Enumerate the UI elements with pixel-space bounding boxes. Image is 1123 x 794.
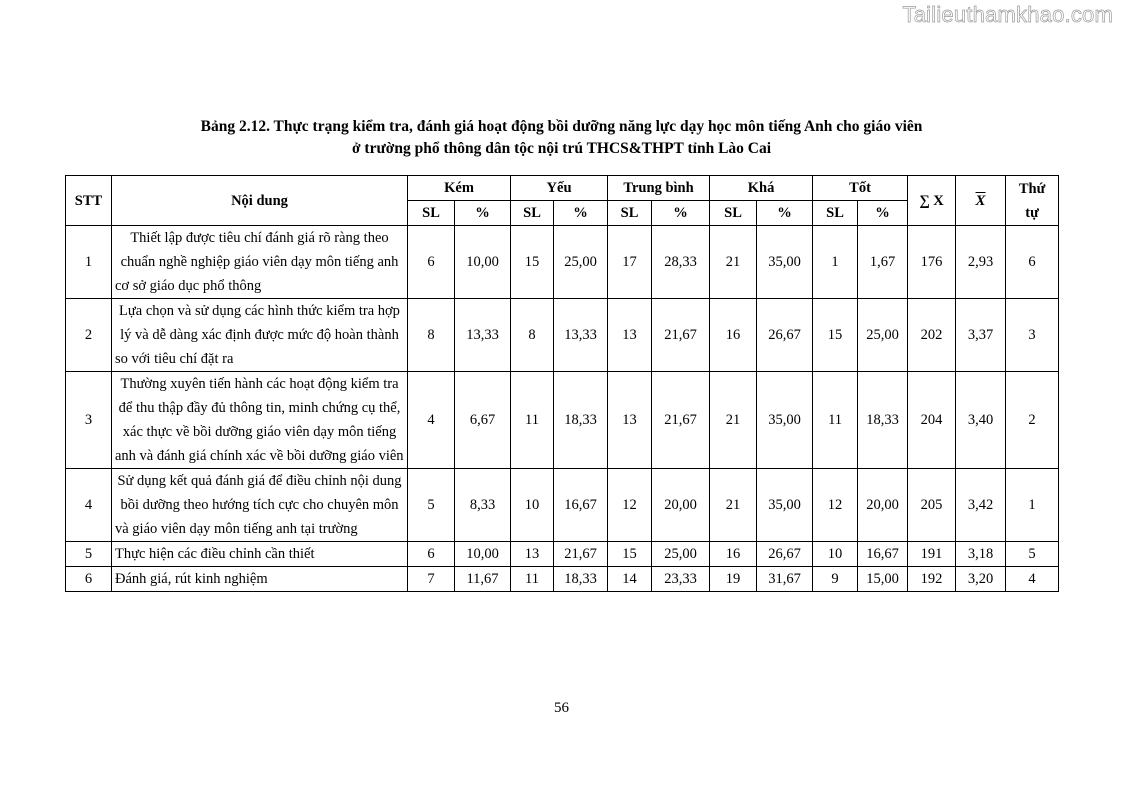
cell-sl: 8	[408, 299, 455, 372]
cell-stt: 3	[66, 372, 112, 469]
header-sum: ∑ X	[908, 176, 956, 226]
header-rank	[1006, 176, 1059, 226]
cell-pct: 35,00	[757, 469, 813, 542]
cell-pct: 13,33	[455, 299, 511, 372]
cell-pct: 13,33	[554, 299, 608, 372]
cell-sl: 8	[511, 299, 554, 372]
cell-sl: 15	[511, 226, 554, 299]
cell-pct: 6,67	[455, 372, 511, 469]
cell-sl: 9	[813, 567, 858, 592]
cell-sl: 4	[408, 372, 455, 469]
cell-stt: 6	[66, 567, 112, 592]
cell-sl: 10	[813, 542, 858, 567]
subheader-pct: %	[554, 201, 608, 226]
header-mean	[956, 176, 1006, 226]
cell-pct: 21,67	[652, 299, 710, 372]
cell-sl: 13	[608, 299, 652, 372]
cell-pct: 21,67	[554, 542, 608, 567]
cell-rank: 4	[1006, 567, 1059, 592]
cell-sl: 12	[608, 469, 652, 542]
cell-pct: 11,67	[455, 567, 511, 592]
cell-sum: 176	[908, 226, 956, 299]
cell-pct: 8,33	[455, 469, 511, 542]
cell-content: Sử dụng kết quả đánh giá để điều chỉnh nội dung bồi dưỡng theo hướng tích cực cho chuyên môn và giáo viên dạy môn tiếng anh tại trường	[112, 469, 408, 542]
cell-sl: 14	[608, 567, 652, 592]
cell-pct: 18,33	[858, 372, 908, 469]
table-row	[66, 469, 1059, 542]
cell-pct: 16,67	[858, 542, 908, 567]
header-rank-line-1: Thứ	[1018, 180, 1046, 197]
header-content: Nội dung	[112, 176, 408, 226]
caption-line-2: ở trường phổ thông dân tộc nội trú THCS&THPT tỉnh Lào Cai	[351, 140, 772, 157]
cell-pct: 10,00	[455, 542, 511, 567]
table-body	[66, 226, 1059, 592]
table-caption	[0, 116, 1123, 160]
table-row	[66, 226, 1059, 299]
cell-stt: 1	[66, 226, 112, 299]
cell-pct: 1,67	[858, 226, 908, 299]
cell-pct: 21,67	[652, 372, 710, 469]
cell-content: Lựa chọn và sử dụng các hình thức kiểm tra hợp lý và dễ dàng xác định được mức độ hoàn thành so với tiêu chí đặt ra	[112, 299, 408, 372]
watermark: Tailieuthamkhao.com	[902, 2, 1113, 27]
cell-sl: 11	[511, 372, 554, 469]
cell-sl: 11	[511, 567, 554, 592]
cell-pct: 20,00	[652, 469, 710, 542]
cell-sl: 16	[710, 299, 757, 372]
cell-pct: 26,67	[757, 542, 813, 567]
assessment-table	[65, 175, 1059, 592]
cell-stt: 2	[66, 299, 112, 372]
cell-pct: 35,00	[757, 372, 813, 469]
subheader-pct: %	[652, 201, 710, 226]
cell-rank: 1	[1006, 469, 1059, 542]
subheader-pct: %	[455, 201, 511, 226]
cell-stt: 4	[66, 469, 112, 542]
cell-pct: 25,00	[652, 542, 710, 567]
cell-stt: 5	[66, 542, 112, 567]
cell-sl: 13	[608, 372, 652, 469]
subheader-sl: SL	[813, 201, 858, 226]
cell-sum: 191	[908, 542, 956, 567]
cell-sum: 205	[908, 469, 956, 542]
header-row-1	[66, 176, 1059, 201]
cell-pct: 31,67	[757, 567, 813, 592]
cell-sl: 21	[710, 226, 757, 299]
header-group-kha: Khá	[710, 176, 813, 201]
cell-sl: 16	[710, 542, 757, 567]
cell-pct: 26,67	[757, 299, 813, 372]
mean-symbol: $\overline{X}$	[975, 192, 986, 209]
cell-sum: 192	[908, 567, 956, 592]
cell-sl: 13	[511, 542, 554, 567]
header-group-kem: Kém	[408, 176, 511, 201]
cell-pct: 15,00	[858, 567, 908, 592]
subheader-pct: %	[757, 201, 813, 226]
cell-sl: 17	[608, 226, 652, 299]
cell-sl: 21	[710, 469, 757, 542]
cell-sl: 10	[511, 469, 554, 542]
cell-sl: 15	[608, 542, 652, 567]
table-row	[66, 299, 1059, 372]
subheader-pct: %	[858, 201, 908, 226]
header-group-yeu: Yếu	[511, 176, 608, 201]
subheader-sl: SL	[608, 201, 652, 226]
header-stt: STT	[66, 176, 112, 226]
cell-mean: 3,20	[956, 567, 1006, 592]
cell-mean: 3,40	[956, 372, 1006, 469]
cell-sum: 204	[908, 372, 956, 469]
cell-content: Đánh giá, rút kinh nghiệm	[112, 567, 408, 592]
table-row	[66, 372, 1059, 469]
cell-pct: 35,00	[757, 226, 813, 299]
cell-pct: 18,33	[554, 372, 608, 469]
cell-sl: 11	[813, 372, 858, 469]
cell-content: Thực hiện các điều chỉnh cần thiết	[112, 542, 408, 567]
cell-pct: 18,33	[554, 567, 608, 592]
subheader-sl: SL	[408, 201, 455, 226]
header-group-trung-binh: Trung bình	[608, 176, 710, 201]
cell-rank: 5	[1006, 542, 1059, 567]
cell-sl: 5	[408, 469, 455, 542]
cell-sum: 202	[908, 299, 956, 372]
cell-sl: 6	[408, 542, 455, 567]
cell-mean: 3,37	[956, 299, 1006, 372]
cell-rank: 2	[1006, 372, 1059, 469]
cell-content: Thiết lập được tiêu chí đánh giá rõ ràng theo chuẩn nghề nghiệp giáo viên dạy môn tiếng anh cơ sở giáo dục phổ thông	[112, 226, 408, 299]
cell-mean: 3,18	[956, 542, 1006, 567]
cell-content: Thường xuyên tiến hành các hoạt động kiểm tra để thu thập đầy đủ thông tin, minh chứng cụ thể, xác thực về bồi dưỡng giáo viên dạy môn tiếng anh và đánh giá chính xác về bồi dưỡng giáo viên	[112, 372, 408, 469]
cell-pct: 16,67	[554, 469, 608, 542]
table-row	[66, 567, 1059, 592]
cell-mean: 3,42	[956, 469, 1006, 542]
subheader-sl: SL	[710, 201, 757, 226]
table-row	[66, 542, 1059, 567]
cell-pct: 25,00	[858, 299, 908, 372]
cell-mean: 2,93	[956, 226, 1006, 299]
caption-line-1: Bảng 2.12. Thực trạng kiểm tra, đánh giá hoạt động bồi dưỡng năng lực dạy học môn tiếng Anh cho giáo viên	[200, 118, 923, 135]
cell-sl: 19	[710, 567, 757, 592]
cell-rank: 6	[1006, 226, 1059, 299]
cell-pct: 10,00	[455, 226, 511, 299]
page-number: 56	[554, 700, 569, 716]
cell-pct: 28,33	[652, 226, 710, 299]
header-group-tot: Tốt	[813, 176, 908, 201]
cell-sl: 12	[813, 469, 858, 542]
header-rank-line-2: tự	[1025, 204, 1039, 221]
cell-sl: 6	[408, 226, 455, 299]
cell-pct: 25,00	[554, 226, 608, 299]
cell-sl: 7	[408, 567, 455, 592]
cell-pct: 20,00	[858, 469, 908, 542]
cell-sl: 21	[710, 372, 757, 469]
subheader-sl: SL	[511, 201, 554, 226]
cell-sl: 1	[813, 226, 858, 299]
cell-rank: 3	[1006, 299, 1059, 372]
cell-pct: 23,33	[652, 567, 710, 592]
cell-sl: 15	[813, 299, 858, 372]
